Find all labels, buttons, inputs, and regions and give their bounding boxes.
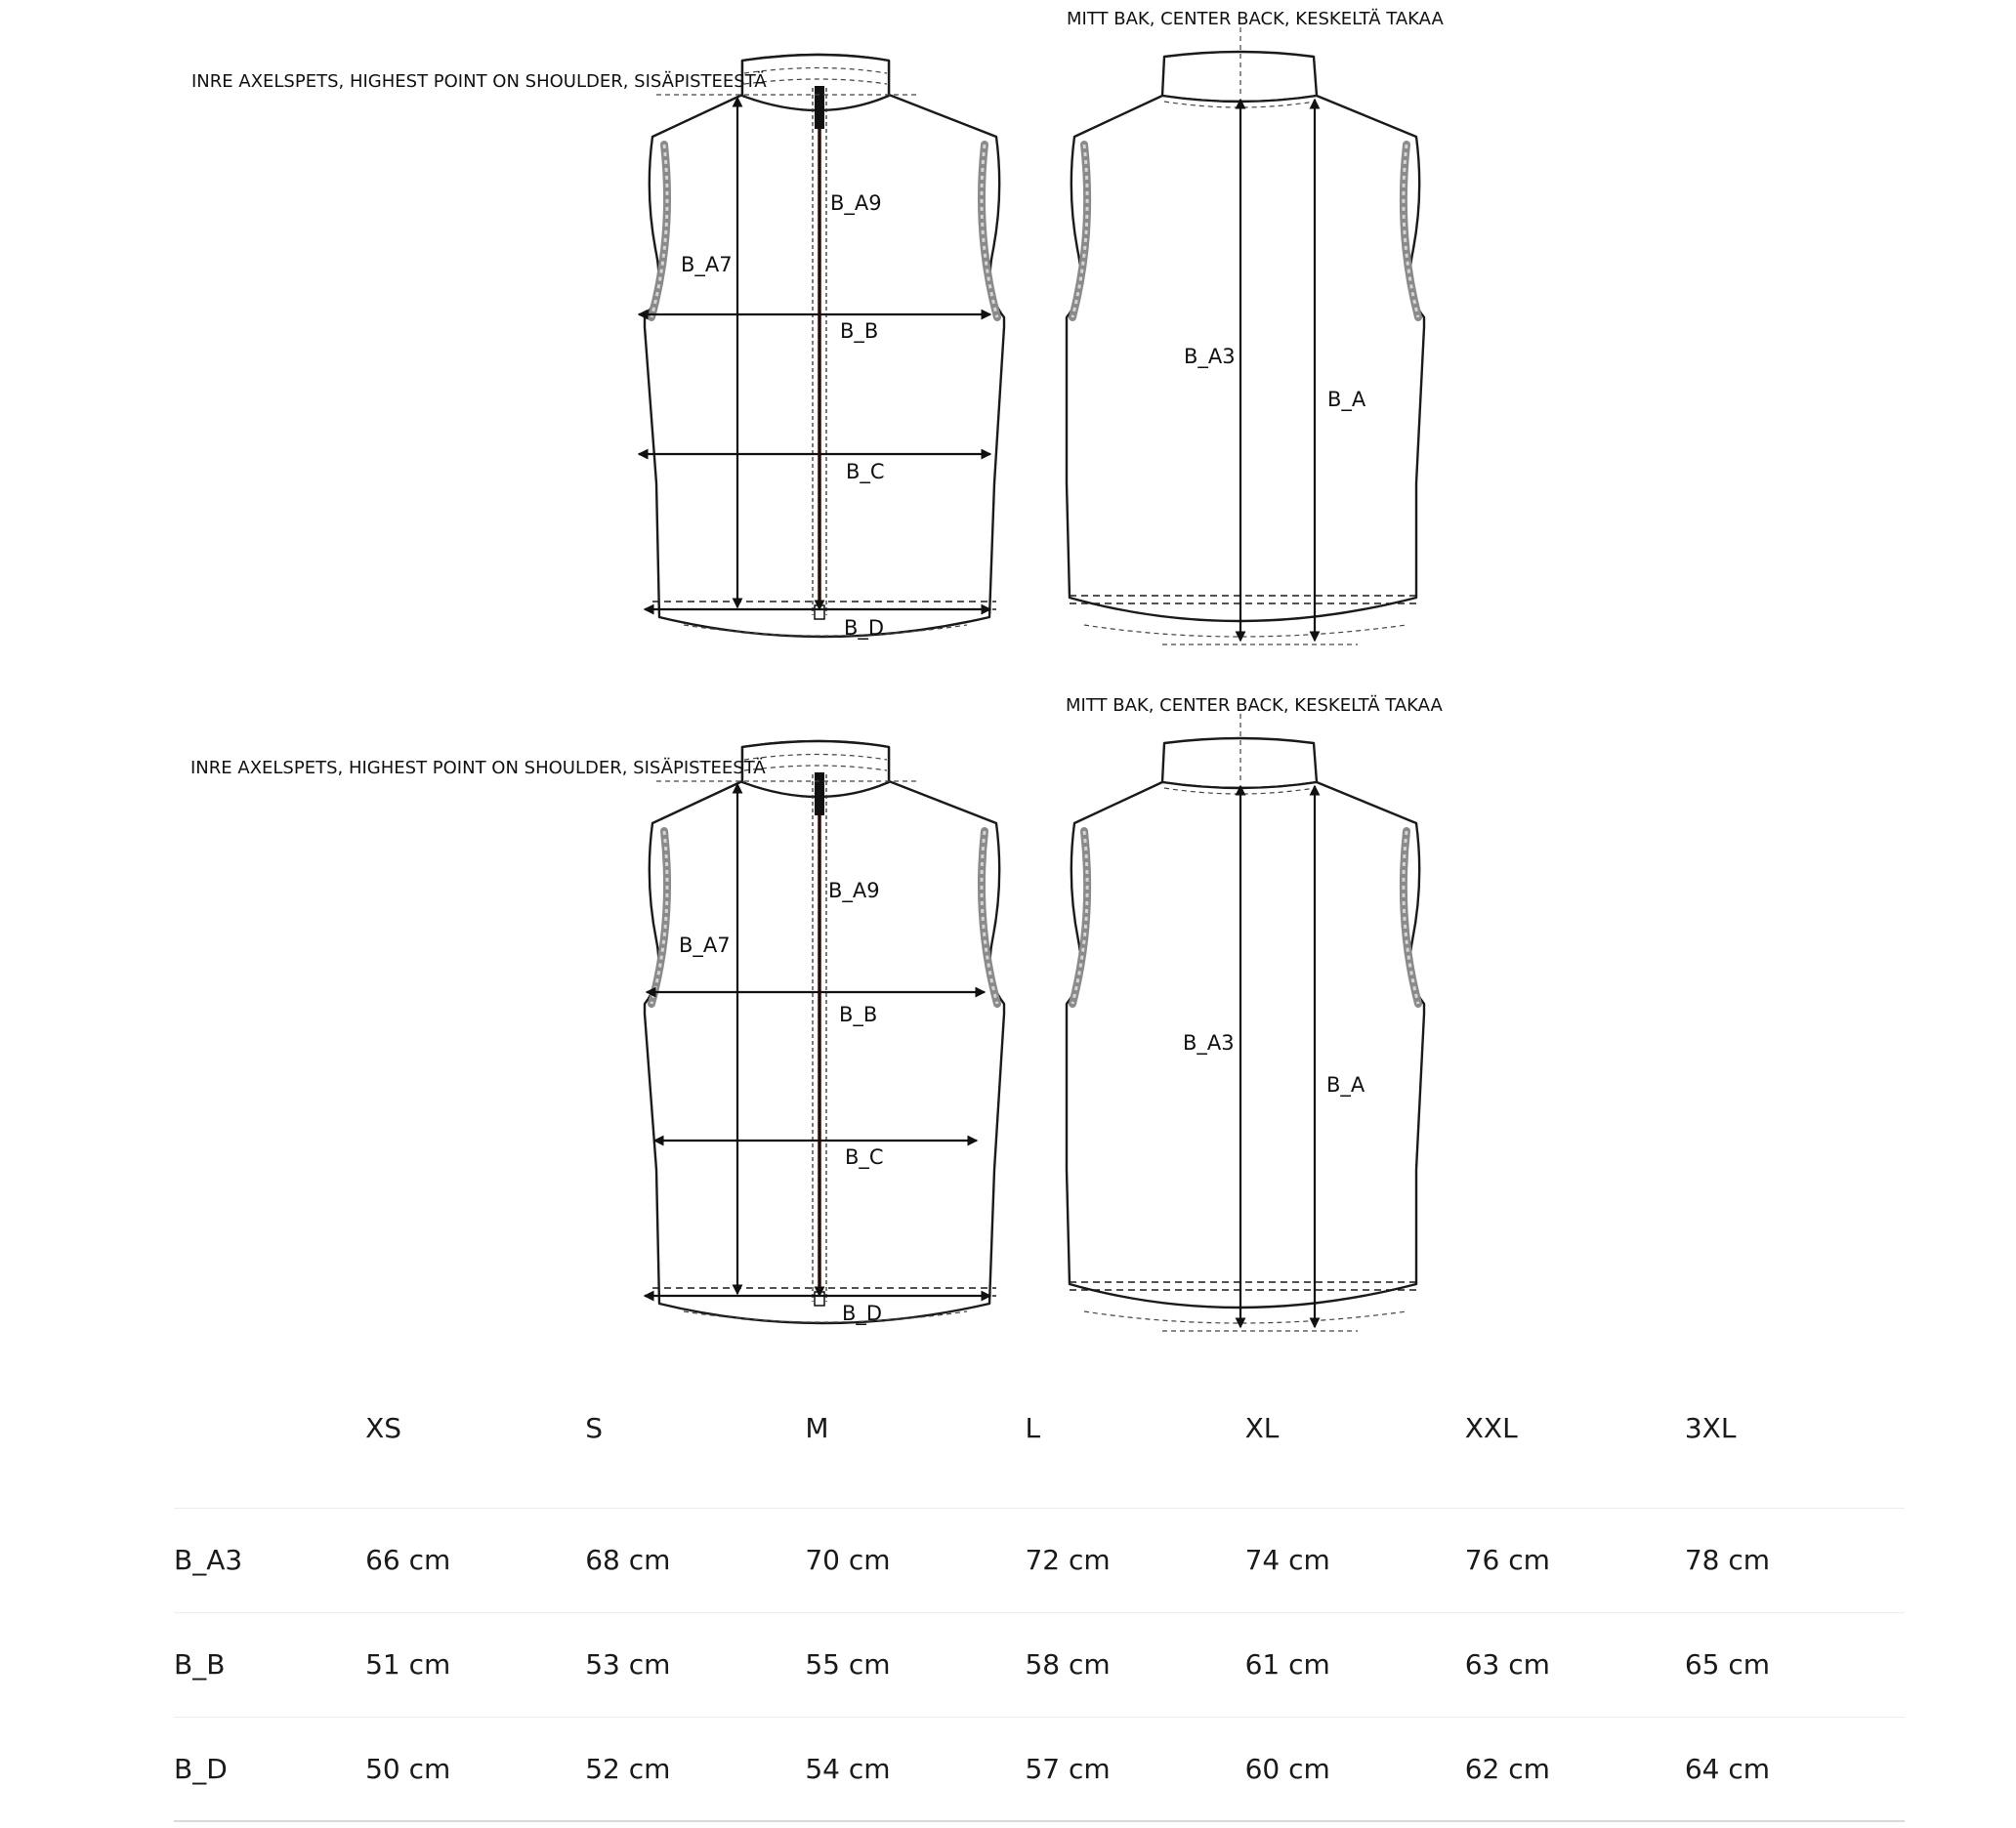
table-cell: 68 cm <box>585 1544 671 1576</box>
table-cell: 60 cm <box>1244 1752 1330 1785</box>
label-b-d-bottom: B_D <box>842 1302 883 1325</box>
label-b-d-top: B_D <box>844 616 885 640</box>
table-cell: 64 cm <box>1684 1752 1771 1785</box>
table-cell: 65 cm <box>1684 1648 1771 1681</box>
label-b-c-bottom: B_C <box>845 1145 884 1169</box>
row-label-b-d: B_D <box>174 1752 228 1785</box>
table-cell: 70 cm <box>805 1544 891 1576</box>
table-cell: 55 cm <box>805 1648 891 1681</box>
label-b-b-bottom: B_B <box>839 1003 878 1026</box>
label-b-a3-top: B_A3 <box>1184 345 1236 368</box>
table-cell: 62 cm <box>1464 1752 1550 1785</box>
label-b-a-top: B_A <box>1327 388 1366 411</box>
row-label-b-b: B_B <box>174 1648 226 1681</box>
label-b-a7-bottom: B_A7 <box>679 934 731 957</box>
front-vest-bottom <box>645 741 1004 1323</box>
table-row-b-a3 <box>174 1508 1905 1612</box>
table-cell: 63 cm <box>1464 1648 1550 1681</box>
size-header-3xl: 3XL <box>1684 1412 1737 1444</box>
size-header-xxl: XXL <box>1464 1412 1518 1444</box>
label-b-c-top: B_C <box>846 460 885 483</box>
shoulder-point-caption-top: INRE AXELSPETS, HIGHEST POINT ON SHOULDER, SISÄPISTEESTÄ <box>191 71 767 92</box>
table-row-b-b <box>174 1612 1905 1717</box>
table-cell: 78 cm <box>1684 1544 1771 1576</box>
shoulder-point-caption-bottom: INRE AXELSPETS, HIGHEST POINT ON SHOULDER, SISÄPISTEESTÄ <box>190 758 766 778</box>
size-header-l: L <box>1025 1412 1041 1444</box>
table-cell: 58 cm <box>1025 1648 1111 1681</box>
table-cell: 50 cm <box>365 1752 451 1785</box>
front-vest-top <box>639 55 1004 637</box>
size-chart-table <box>174 1406 1905 1822</box>
table-cell: 57 cm <box>1025 1752 1111 1785</box>
table-cell: 72 cm <box>1025 1544 1111 1576</box>
label-b-a3-bottom: B_A3 <box>1183 1031 1235 1055</box>
label-b-a9-top: B_A9 <box>830 191 882 215</box>
size-header-xs: XS <box>365 1412 402 1444</box>
size-header-row <box>174 1406 1905 1508</box>
row-label-b-a3: B_A3 <box>174 1544 243 1576</box>
header-empty-cell <box>174 1406 365 1508</box>
center-back-caption-bottom: MITT BAK, CENTER BACK, KESKELTÄ TAKAA <box>1066 695 1443 716</box>
table-cell: 61 cm <box>1244 1648 1330 1681</box>
table-row-b-d <box>174 1717 1905 1821</box>
table-cell: 53 cm <box>585 1648 671 1681</box>
table-cell: 51 cm <box>365 1648 451 1681</box>
back-vest-top <box>1067 27 1424 644</box>
center-back-caption-top: MITT BAK, CENTER BACK, KESKELTÄ TAKAA <box>1067 9 1444 29</box>
table-cell: 54 cm <box>805 1752 891 1785</box>
size-header-xl: XL <box>1244 1412 1280 1444</box>
label-b-a7-top: B_A7 <box>681 253 733 276</box>
back-vest-bottom <box>1067 714 1424 1331</box>
table-cell: 66 cm <box>365 1544 451 1576</box>
table-cell: 74 cm <box>1244 1544 1330 1576</box>
label-b-a-bottom: B_A <box>1326 1073 1365 1097</box>
label-b-b-top: B_B <box>840 319 879 343</box>
table-cell: 76 cm <box>1464 1544 1550 1576</box>
size-header-m: M <box>805 1412 829 1444</box>
label-b-a9-bottom: B_A9 <box>828 879 880 902</box>
size-header-s: S <box>585 1412 604 1444</box>
table-cell: 52 cm <box>585 1752 671 1785</box>
